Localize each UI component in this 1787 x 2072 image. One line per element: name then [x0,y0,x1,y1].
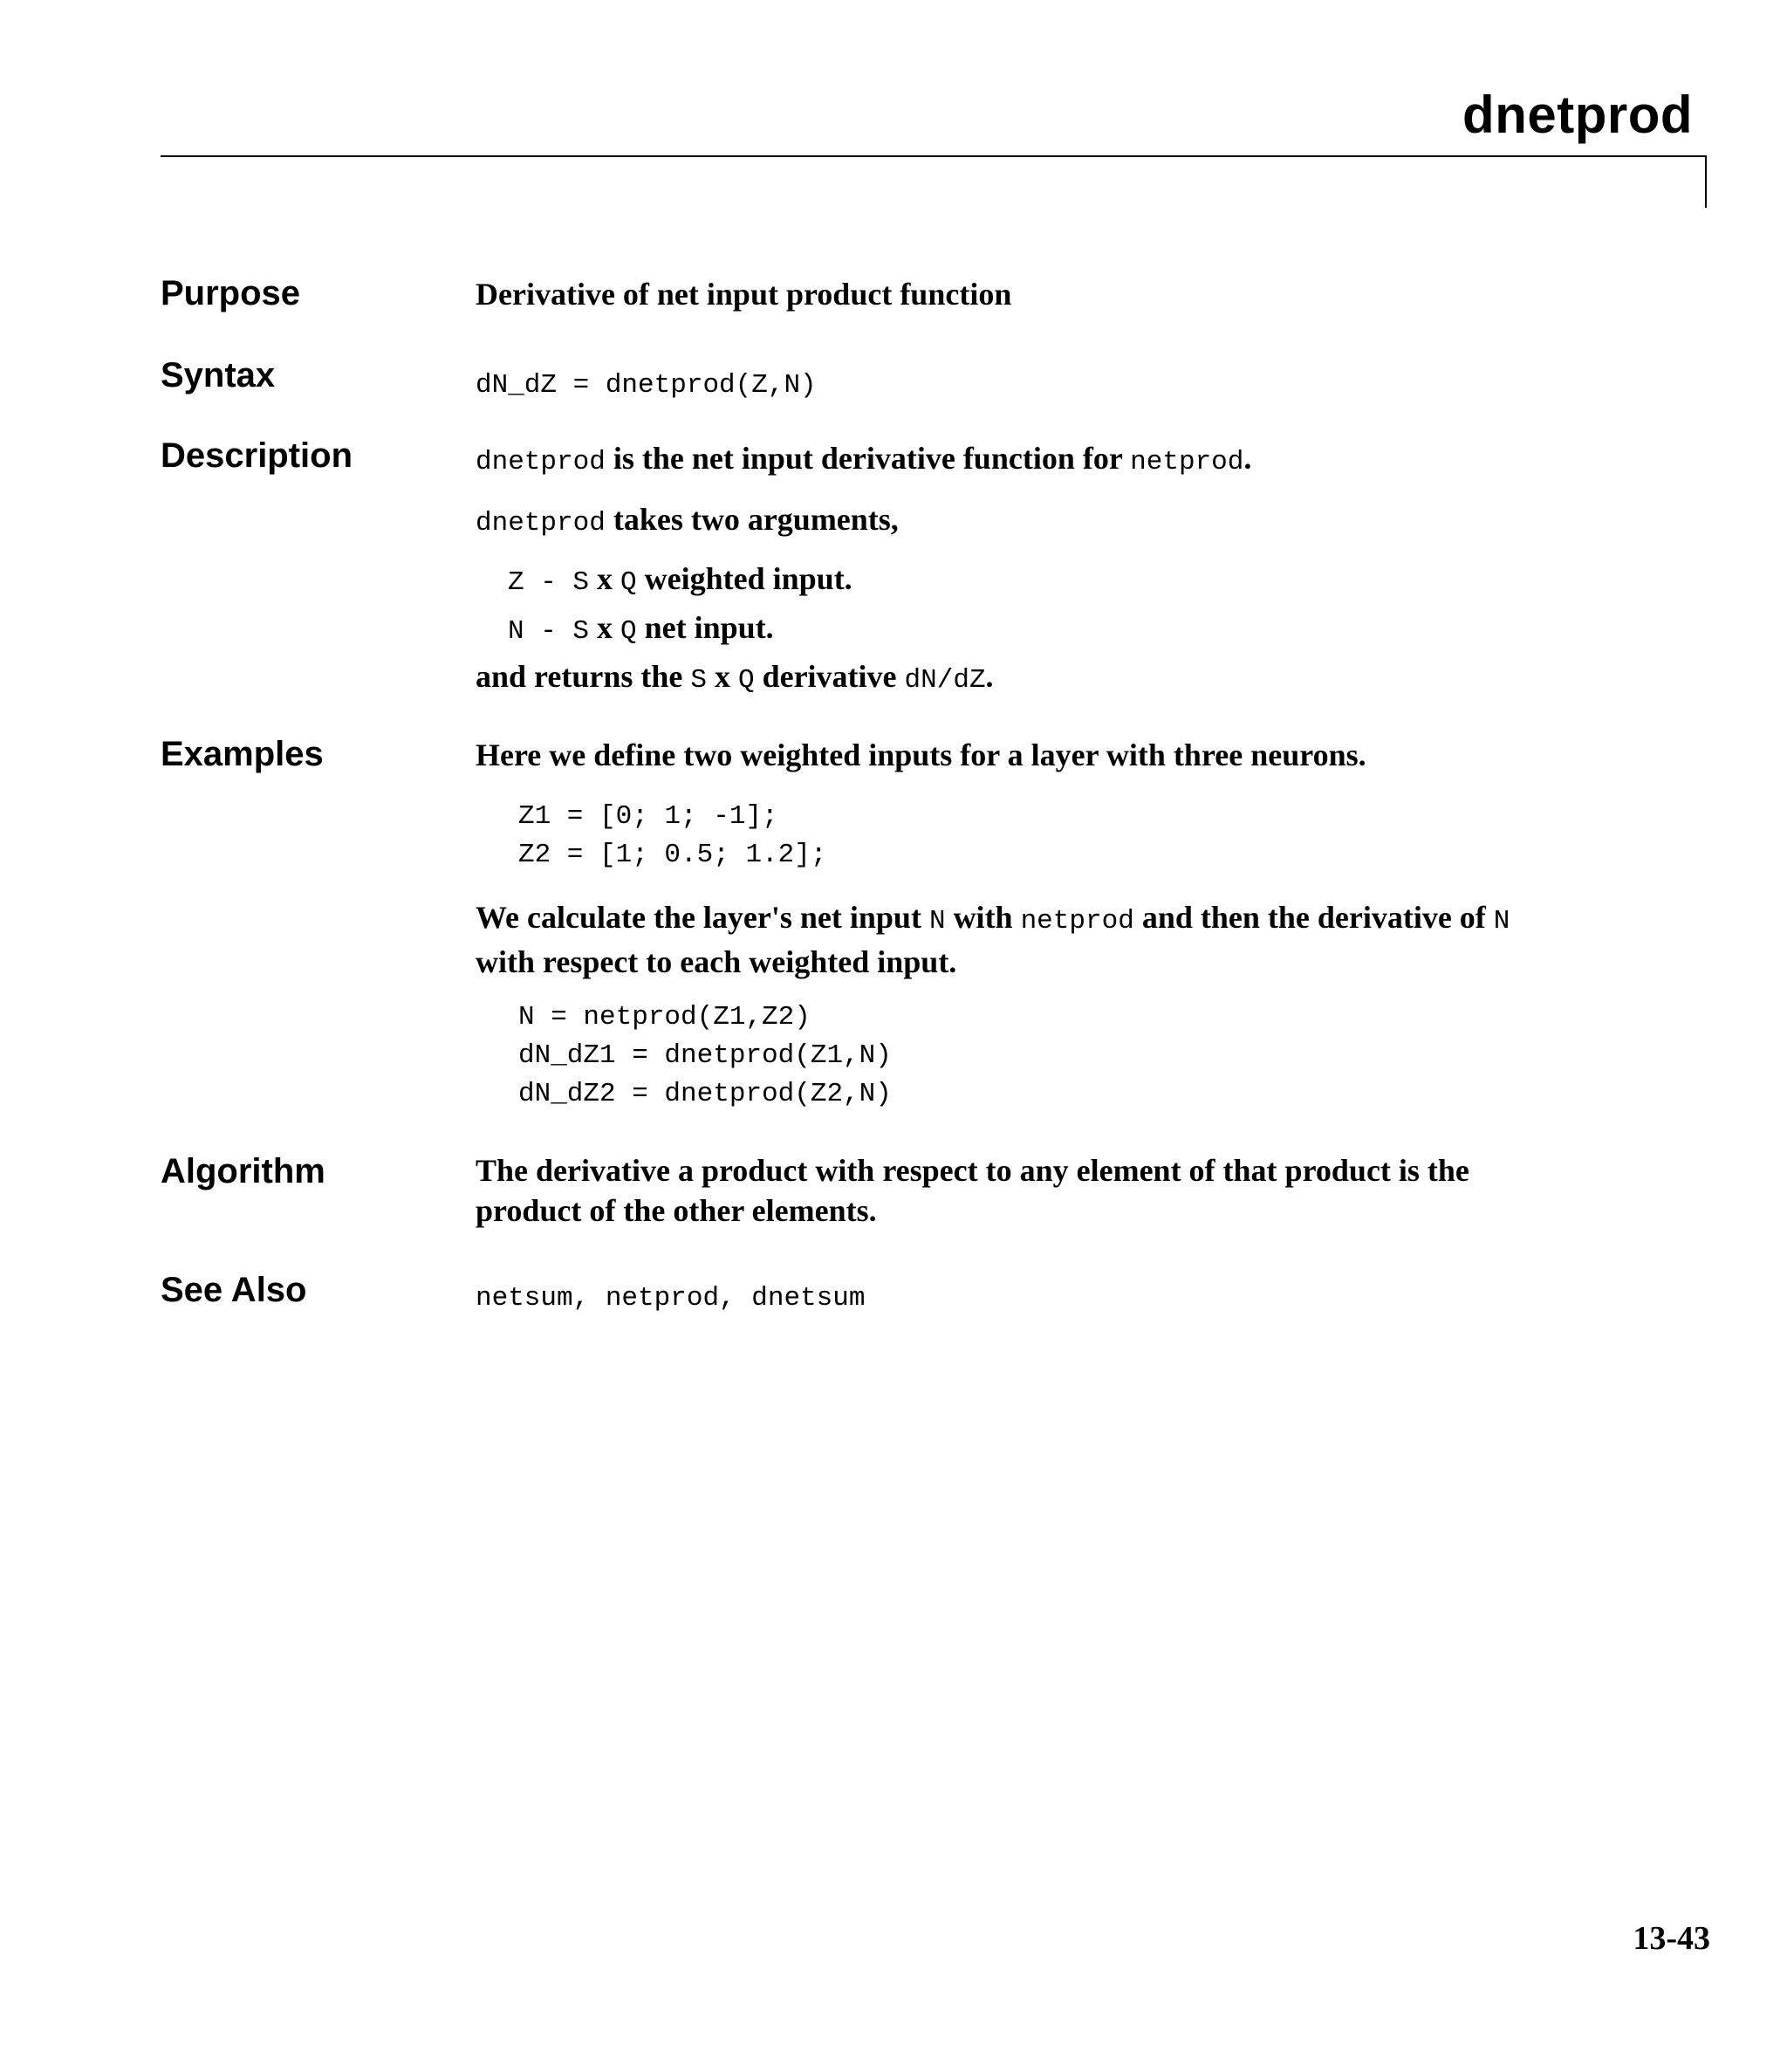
arg-desc: weighted input. [636,561,852,596]
punctuation: . [985,659,994,694]
arg-name: N [508,616,524,647]
syntax-code-text: dN_dZ = dnetprod(Z,N) [476,370,817,401]
code-block-inputs: Z1 = [0; 1; -1]; Z2 = [1; 0.5; 1.2]; [518,801,827,870]
description-text: takes two arguments, [605,502,899,537]
inline-code: dnetprod [476,508,606,539]
algorithm-line-2: product of the other elements. [476,1193,877,1228]
argument-z [508,559,852,603]
algorithm-line-1: The derivative a product with respect to any element of that product is the [476,1153,1469,1188]
returns-text: derivative [754,659,905,694]
syntax-code [476,361,817,406]
code-block-derivatives: N = netprod(Z1,Z2) dN_dZ1 = dnetprod(Z1,N) dN_dZ2 = dnetprod(Z2,N) [518,1002,892,1109]
inline-code: N [1493,906,1510,937]
inline-code: dN/dZ [904,665,986,696]
see-also-text: netsum, netprod, dnetsum [476,1283,866,1314]
dim-x: x [706,659,738,694]
dim-s: S [572,616,590,647]
arg-dash: - [524,567,573,598]
paragraph-text: and then the derivative of [1133,900,1494,935]
paragraph-text: We calculate the layer's net input [476,900,929,935]
examples-paragraph [476,897,1510,982]
inline-code: netprod [1020,906,1134,937]
page-number: 13-43 [1633,1920,1710,1957]
punctuation: . [1243,441,1252,476]
returns-text: and returns the [476,659,691,694]
description-label: Description [161,436,353,475]
dim-x: x [589,561,621,596]
algorithm-label: Algorithm [161,1152,325,1190]
arg-desc: net input. [636,610,774,645]
arg-dash: - [524,616,573,647]
see-also-label: See Also [161,1271,307,1309]
purpose-text: Derivative of net input product function [476,277,1012,312]
arg-name: Z [508,567,524,598]
algorithm-text [476,1150,1469,1231]
header-rule [161,155,1707,157]
examples-intro: Here we define two weighted inputs for a layer with three neurons. [476,738,1366,772]
paragraph-text: with [945,900,1021,935]
dim-x: x [589,610,621,645]
description-line-1 [476,438,1251,483]
purpose-label: Purpose [161,274,301,312]
description-returns [476,656,994,701]
inline-code: N [928,906,946,937]
header-rule-tick [1705,155,1707,208]
dim-s: S [690,665,707,696]
dim-q: Q [620,616,637,647]
description-line-2 [476,499,899,544]
paragraph-text: with respect to each weighted input. [476,944,957,979]
syntax-label: Syntax [161,356,276,395]
examples-label: Examples [161,735,324,773]
argument-n [508,607,774,652]
inline-code: netprod [1130,447,1244,477]
description-text: is the net input derivative function for [605,441,1131,476]
page-title: dnetprod [1462,86,1693,144]
dim-q: Q [620,567,637,598]
dim-s: S [572,567,590,598]
inline-code: dnetprod [476,447,606,477]
see-also-links [476,1274,865,1319]
dim-q: Q [737,665,755,696]
